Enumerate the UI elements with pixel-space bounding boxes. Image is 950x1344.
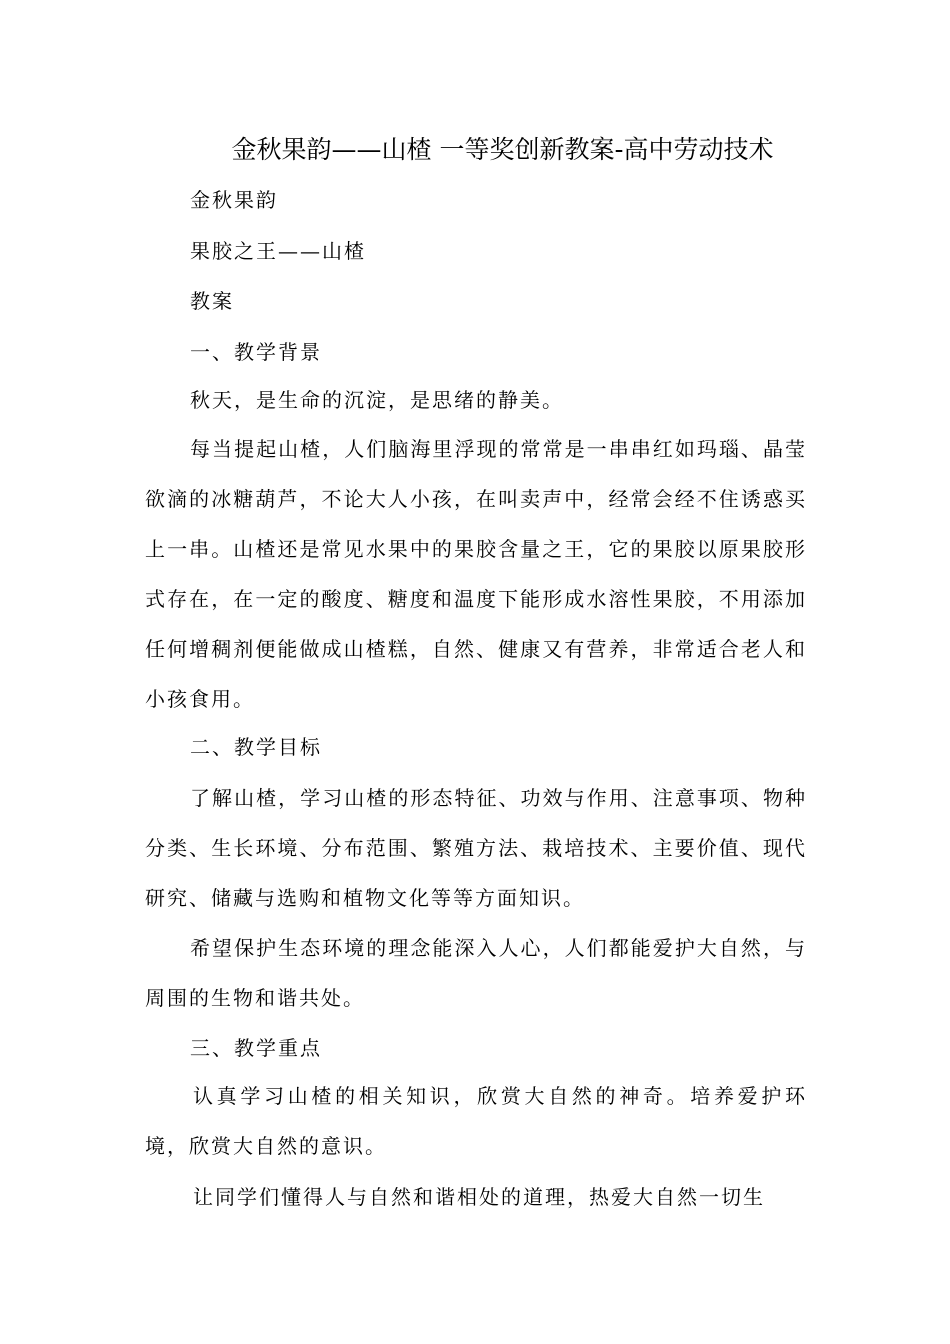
section-3-paragraph: 让同学们懂得人与自然和谐相处的道理，热爱大自然一切生 — [193, 1185, 765, 1209]
section-2-paragraph: 了解山楂，学习山楂的形态特征、功效与作用、注意事项、物种分类、生长环境、分布范围、繁殖方法、栽培技术、主要价值、现代研究、储藏与选购和植物文化等等方面知识。 — [145, 786, 807, 910]
section-1-paragraph: 每当提起山楂，人们脑海里浮现的常常是一串串红如玛瑙、晶莹欲滴的冰糖葫芦，不论大人小孩，在叫卖声中，经常会经不住诱惑买上一串。山楂还是常见水果中的果胶含量之王，它的果胶以原果胶形式存在，在一定的酸度、糖度和温度下能形成水溶性果胶，不用添加任何增稠剂便能做成山楂糕，自然、健康又有营养，非常适合老人和小孩食用。 — [145, 437, 807, 711]
section-2-paragraph: 希望保护生态环境的理念能深入人心，人们都能爱护大自然，与周围的生物和谐共处。 — [145, 936, 807, 1010]
heading-pectin-king: 果胶之王——山楂 — [190, 239, 366, 263]
section-3-title: 三、教学重点 — [190, 1036, 322, 1060]
section-2-title: 二、教学目标 — [190, 735, 322, 759]
document-title: 金秋果韵——山楂 一等奖创新教案-高中劳动技术 — [231, 135, 774, 164]
section-1-paragraph: 秋天，是生命的沉淀，是思绪的静美。 — [190, 388, 564, 412]
section-3-paragraph: 认真学习山楂的相关知识，欣赏大自然的神奇。培养爱护环境，欣赏大自然的意识。 — [145, 1084, 807, 1158]
section-1-title: 一、教学背景 — [190, 340, 322, 364]
heading-lesson-plan: 教案 — [190, 289, 234, 313]
heading-golden-autumn: 金秋果韵 — [190, 188, 278, 212]
